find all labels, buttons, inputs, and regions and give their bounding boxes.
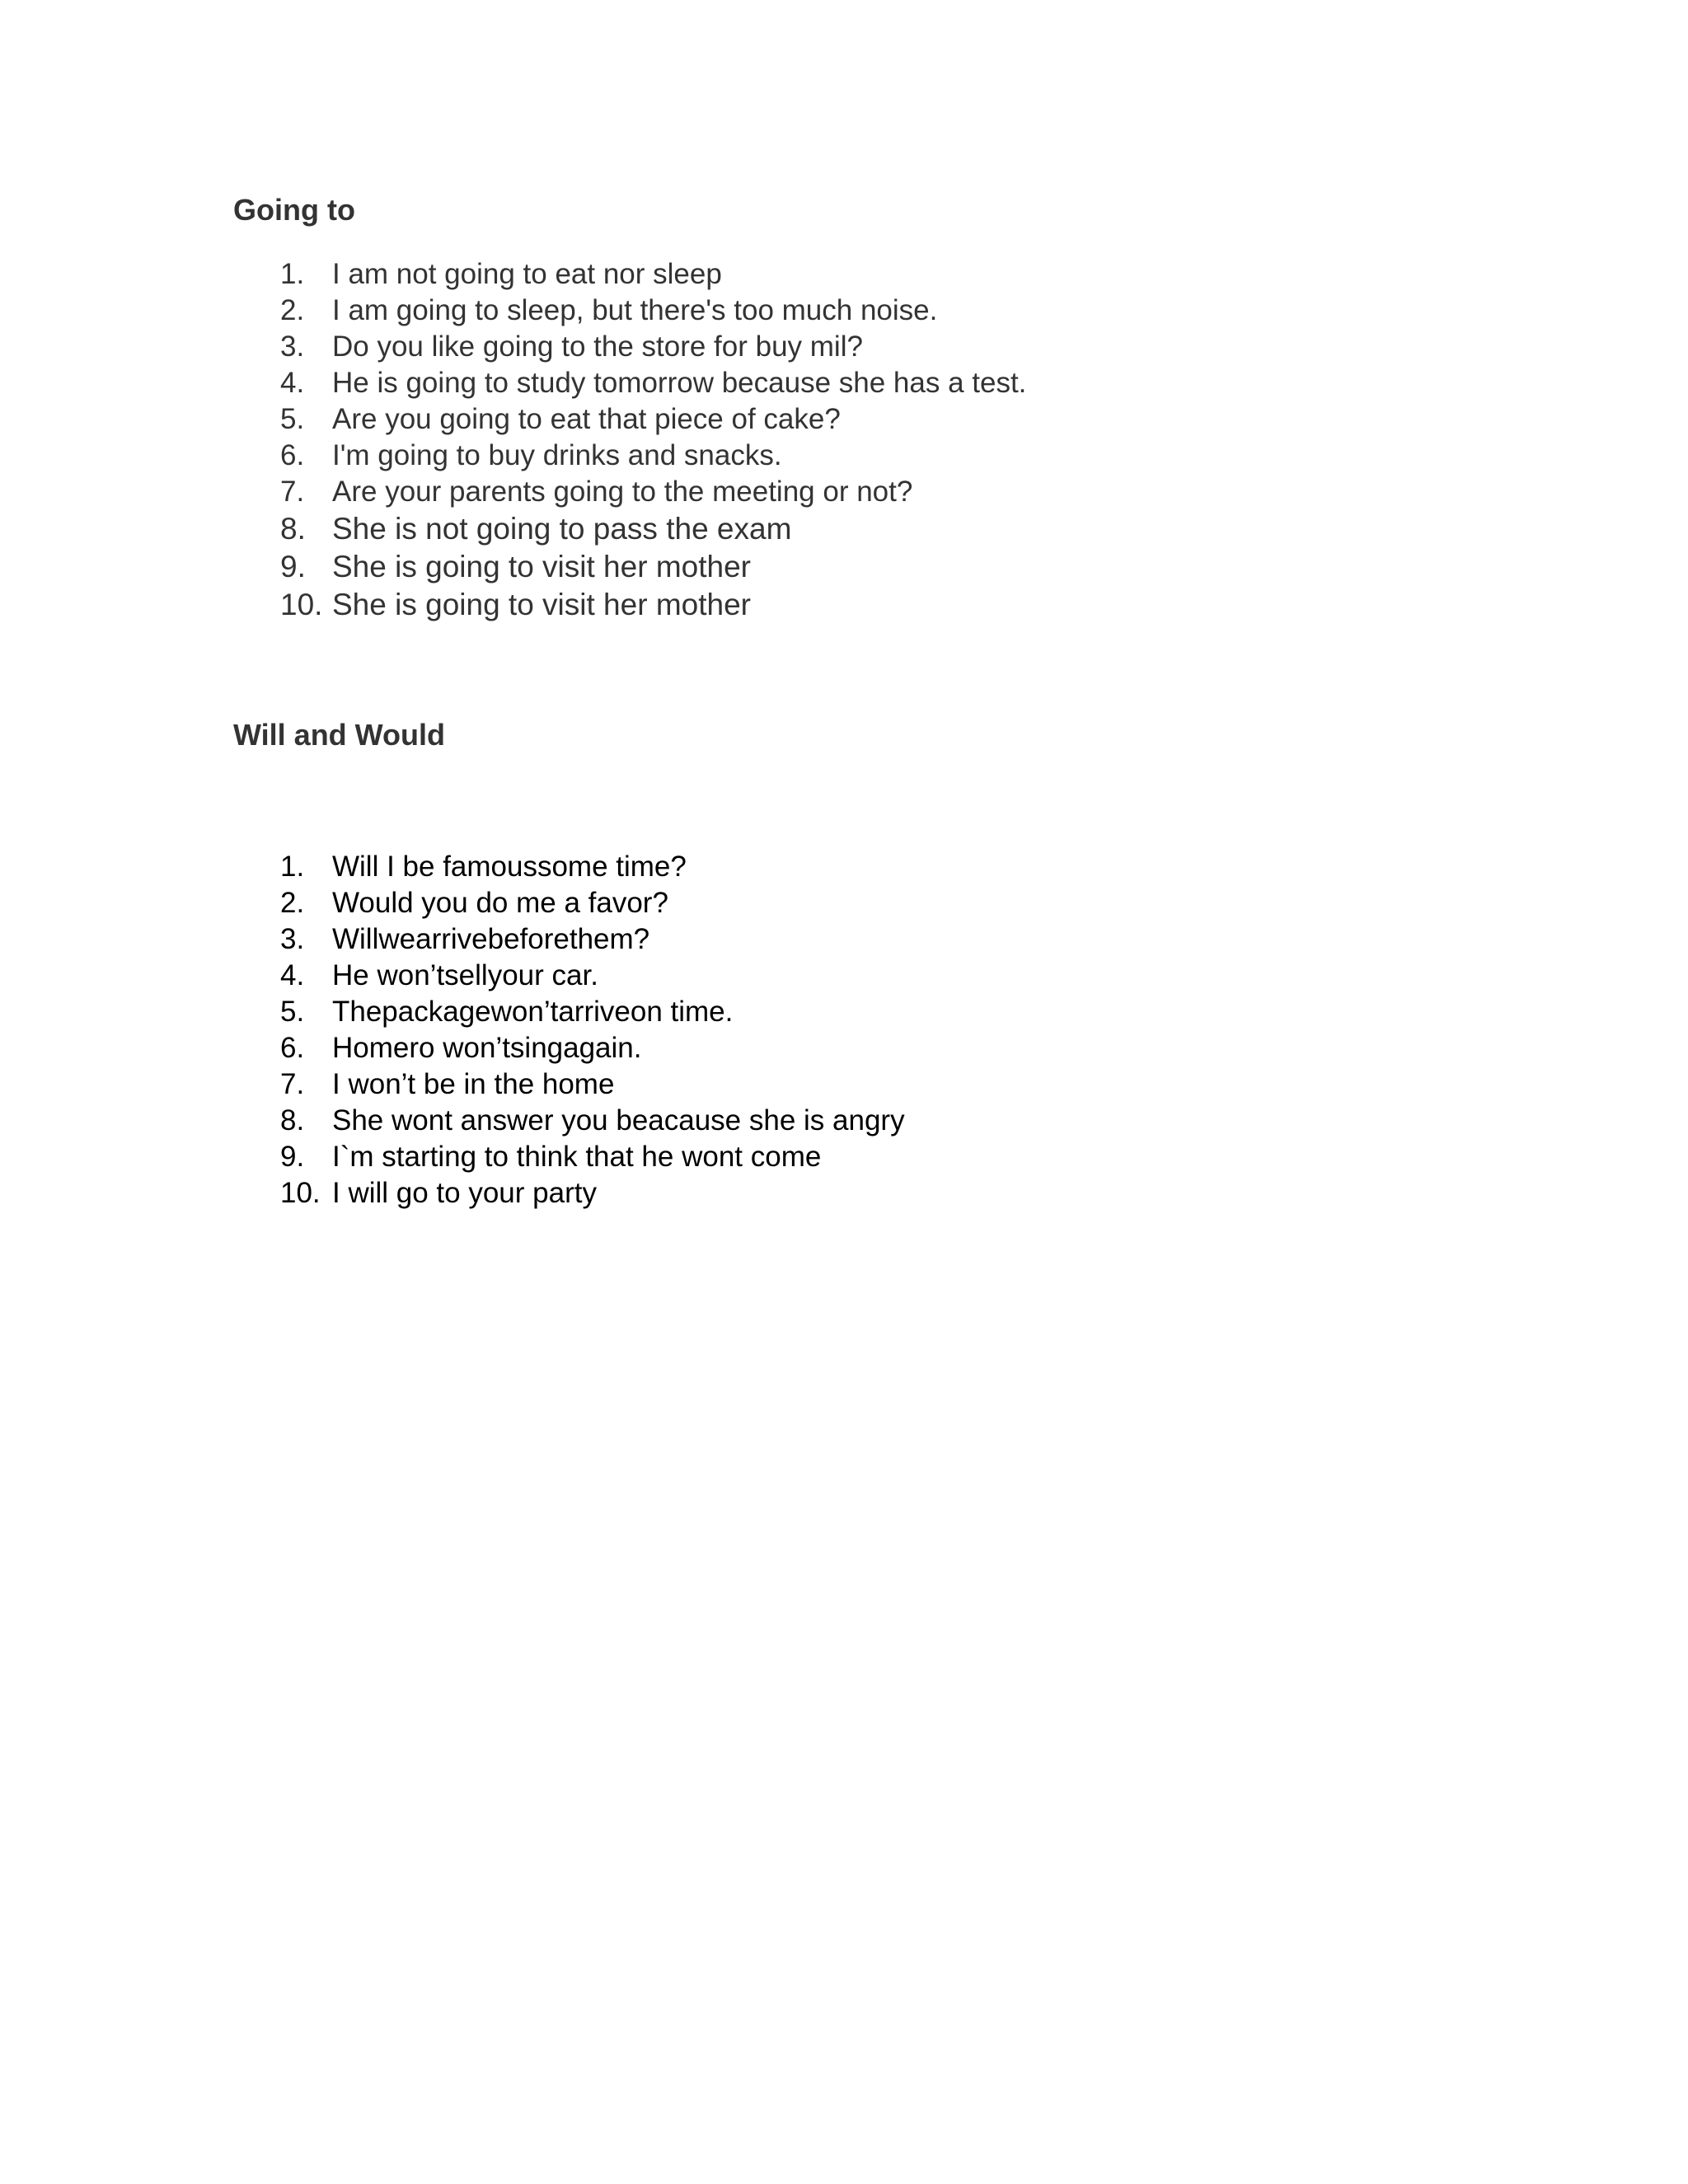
list-item-text: She is going to visit her mother xyxy=(332,588,751,621)
list-item-text: Thepackagewon’tarriveon time. xyxy=(332,996,734,1028)
section-heading-going-to: Going to xyxy=(233,193,355,227)
list-item-number: 2. xyxy=(280,294,305,326)
list-item-number: 6. xyxy=(280,1032,305,1064)
list-item-text: I`m starting to think that he wont come xyxy=(332,1141,822,1173)
list-item-text: Homero won’tsingagain. xyxy=(332,1032,642,1064)
list-item-number: 2. xyxy=(280,887,305,919)
list-item-number: 8. xyxy=(280,1104,305,1137)
list-item-number: 10. xyxy=(280,1177,321,1209)
list-item-text: She is going to visit her mother xyxy=(332,550,751,583)
list-item-text: Would you do me a favor? xyxy=(332,887,668,919)
list-item-number: 3. xyxy=(280,330,305,363)
list-item-number: 1. xyxy=(280,851,305,883)
list-item-text: I'm going to buy drinks and snacks. xyxy=(332,439,782,471)
list-item-text: Do you like going to the store for buy mil? xyxy=(332,330,863,363)
list-item-number: 4. xyxy=(280,959,305,991)
list-item-number: 6. xyxy=(280,439,305,471)
list-item-text: I won’t be in the home xyxy=(332,1068,615,1100)
section-heading-will-and-would: Will and Would xyxy=(233,718,445,752)
list-item-number: 9. xyxy=(280,1141,305,1173)
list-item-number: 7. xyxy=(280,476,305,508)
list-item-text: Are you going to eat that piece of cake? xyxy=(332,403,841,435)
list-item-text: Will I be famoussome time? xyxy=(332,851,687,883)
list-item-number: 10. xyxy=(280,588,323,621)
list-item-number: 9. xyxy=(280,550,306,583)
list-item-text: I am going to sleep, but there's too much noise. xyxy=(332,294,938,326)
list-item-text: I will go to your party xyxy=(332,1177,597,1209)
list-item-text: She is not going to pass the exam xyxy=(332,512,792,546)
list-item-number: 3. xyxy=(280,923,305,955)
list-item-number: 4. xyxy=(280,367,305,399)
list-item-number: 5. xyxy=(280,996,305,1028)
list-item-text: He is going to study tomorrow because she has a test. xyxy=(332,367,1027,399)
list-item-text: He won’tsellyour car. xyxy=(332,959,598,991)
list-item-text: I am not going to eat nor sleep xyxy=(332,258,722,290)
list-item-number: 8. xyxy=(280,512,306,546)
list-item-number: 7. xyxy=(280,1068,305,1100)
list-item-text: She wont answer you beacause she is angry xyxy=(332,1104,905,1137)
list-item-number: 5. xyxy=(280,403,305,435)
list-item-text: Willwearrivebeforethem? xyxy=(332,923,650,955)
list-item-text: Are your parents going to the meeting or not? xyxy=(332,476,913,508)
list-item-number: 1. xyxy=(280,258,305,290)
